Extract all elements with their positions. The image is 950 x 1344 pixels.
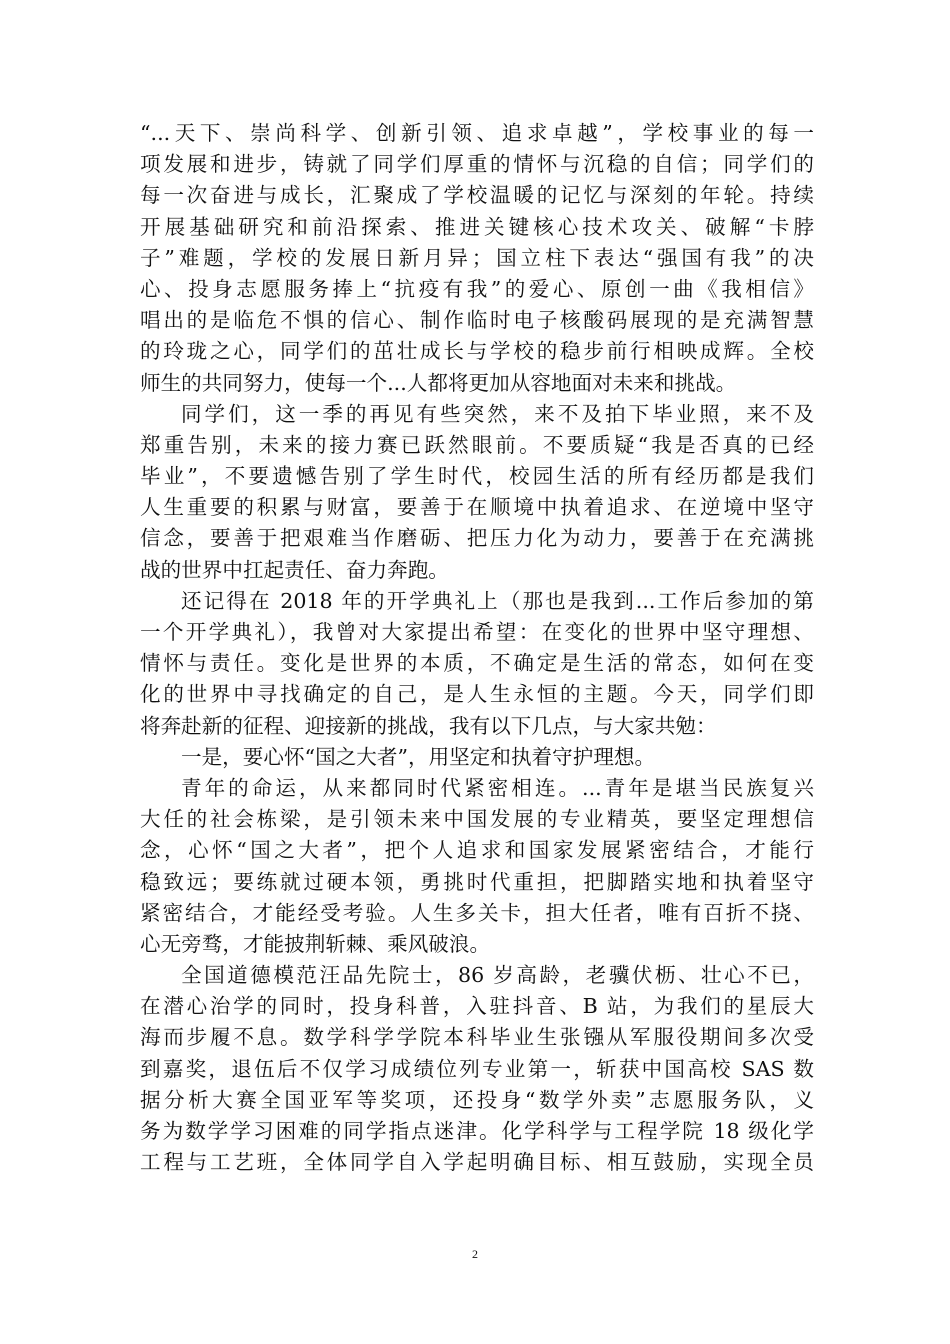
text-line: 同学们，这一季的再见有些突然，来不及拍下毕业照，来不及 <box>181 401 814 426</box>
text-line: 的玲珑之心，同学们的茁壮成长与学校的稳步前行相映成辉。全校 <box>140 339 814 364</box>
paragraph-6 <box>140 960 814 1178</box>
text-line: 情怀与责任。变化是世界的本质，不确定是生活的常态，如何在变 <box>140 651 814 676</box>
text-line: 青年的命运，从来都同时代紧密相连。...青年是堪当民族复兴 <box>181 775 814 800</box>
text-line: 唱出的是临危不惧的信心、制作临时电子核酸码展现的是充满智慧 <box>140 308 814 333</box>
text-line: 师生的共同努力，使每一个...人都将更加从容地面对未来和挑战。 <box>140 370 737 395</box>
text-line: 据分析大赛全国亚军等奖项，还投身“数学外卖”志愿服务队，义 <box>140 1087 814 1112</box>
paragraph-2 <box>140 399 814 586</box>
text-line: 子”难题，学校的发展日新月异；国立柱下表达“强国有我”的决 <box>140 245 814 270</box>
text-line: 每一次奋进与成长，汇聚成了学校温暖的记忆与深刻的年轮。持续 <box>140 183 814 208</box>
text-line: 项发展和进步，铸就了同学们厚重的情怀与沉稳的自信；同学们的 <box>140 152 814 177</box>
text-line: 一是，要心怀“国之大者”，用坚定和执着守护理想。 <box>181 744 656 769</box>
page-number: 2 <box>472 1247 478 1261</box>
text-line: 在潜心治学的同时，投身科普，入驻抖音、B 站，为我们的星辰大 <box>140 994 814 1019</box>
text-line: 全国道德模范汪品先院士，86 岁高龄，老骥伏枥、壮心不已， <box>181 963 814 988</box>
text-line: 还记得在 2018 年的开学典礼上（那也是我到...工作后参加的第 <box>181 588 814 613</box>
text-line: 将奔赴新的征程、迎接新的挑战，我有以下几点，与大家共勉： <box>140 713 717 738</box>
paragraph-1 <box>140 118 814 399</box>
text-line: 务为数学学习困难的同学指点迷津。化学科学与工程学院 18 级化学 <box>140 1119 814 1143</box>
text-line: 毕业”，不要遗憾告别了学生时代，校园生活的所有经历都是我们 <box>140 464 814 489</box>
text-line: 紧密结合，才能经受考验。人生多关卡，担大任者，唯有百折不挠、 <box>140 900 814 925</box>
text-line: 心无旁骛，才能披荆斩棘、乘风破浪。 <box>140 931 491 956</box>
text-line: 一个开学典礼），我曾对大家提出希望：在变化的世界中坚守理想、 <box>140 620 814 644</box>
text-line: 化的世界中寻找确定的自己，是人生永恒的主题。今天，同学们即 <box>140 682 814 707</box>
paragraph-3 <box>140 586 814 742</box>
text-line: 大任的社会栋梁，是引领未来中国发展的专业精英，要坚定理想信 <box>140 807 814 832</box>
text-line: 开展基础研究和前沿探索、推进关键核心技术攻关、破解“卡脖 <box>140 214 814 239</box>
paragraph-5 <box>140 773 814 960</box>
text-line: 心、投身志愿服务捧上“抗疫有我”的爱心、原创一曲《我相信》 <box>140 276 814 301</box>
text-line: 到嘉奖，退伍后不仅学习成绩位列专业第一，斩获中国高校 SAS 数 <box>140 1056 814 1081</box>
text-line: 工程与工艺班，全体同学自入学起明确目标、相互鼓励，实现全员 <box>140 1150 814 1175</box>
section-heading-1 <box>140 742 814 773</box>
text-line: 信念，要善于把艰难当作磨砺、把压力化为动力，要善于在充满挑 <box>140 526 814 551</box>
text-line: 海而步履不息。数学科学学院本科毕业生张镪从军服役期间多次受 <box>140 1025 814 1050</box>
text-line: 稳致远；要练就过硬本领，勇挑时代重担，把脚踏实地和执着坚守 <box>140 869 814 894</box>
text-line: 战的世界中扛起责任、奋力奔跑。 <box>140 557 449 582</box>
document-body <box>140 118 814 1178</box>
text-line: 念，心怀“国之大者”，把个人追求和国家发展紧密结合，才能行 <box>140 838 814 863</box>
text-line: 人生重要的积累与财富，要善于在顺境中执着追求、在逆境中坚守 <box>140 495 814 520</box>
text-line: “...天下、崇尚科学、创新引领、追求卓越”，学校事业的每一 <box>140 121 814 145</box>
text-line: 郑重告别，未来的接力赛已跃然眼前。不要质疑“我是否真的已经 <box>140 432 814 457</box>
